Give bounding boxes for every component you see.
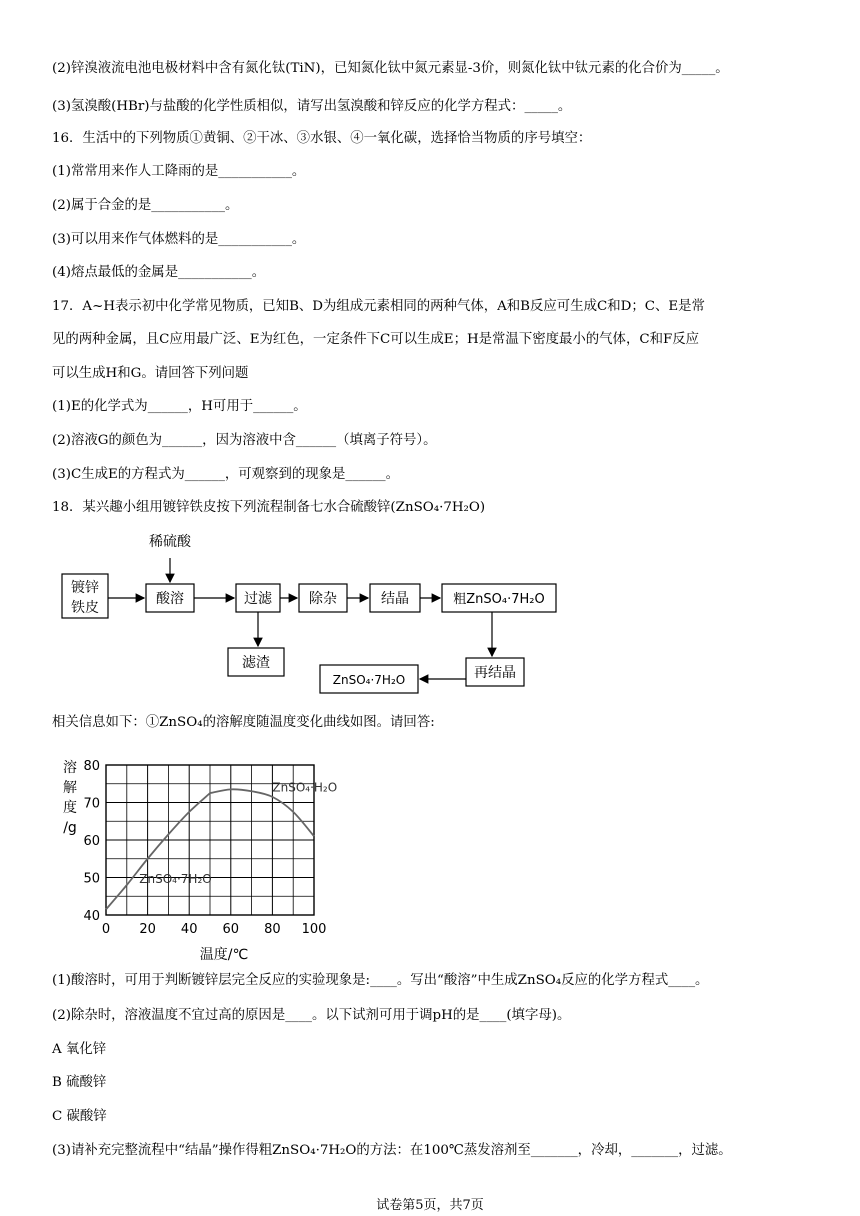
y-axis-label: 解 <box>63 780 77 796</box>
page-footer: 试卷第5页，共7页 <box>376 1198 484 1213</box>
q16-part1: (1)常常用来作人工降雨的是___________。 <box>52 164 306 179</box>
annotation-monohydrate: ZnSO₄·H₂O <box>272 780 338 795</box>
q17-stem-line2: 见的两种金属，且C应用最广泛、E为红色，一定条件下C可以生成E；H是常温下密度最小的气体，C和F反应 <box>52 332 700 347</box>
solubility-chart <box>52 752 372 964</box>
x-tick-label: 40 <box>180 922 198 937</box>
flow-purify-label: 除杂 <box>309 591 337 607</box>
q17-part2: (2)溶液G的颜色为______，因为溶液中含______（填离子符号）。 <box>52 433 437 448</box>
flow-acid-label: 酸溶 <box>156 591 184 607</box>
q18-part3: (3)请补充完整流程中“结晶”操作得粗ZnSO₄·7H₂O的方法：在100℃蒸发溶剂至_______，冷却，_______，过滤。 <box>52 1143 732 1158</box>
y-axis-label: /g <box>63 820 77 836</box>
flow-filter-label: 过滤 <box>244 591 272 607</box>
flow-start-label-1: 镀锌 <box>71 580 99 596</box>
q17-part1: (1)E的化学式为______，H可用于______。 <box>52 399 307 414</box>
process-flow-diagram <box>52 528 612 696</box>
y-tick-label: 50 <box>83 871 100 887</box>
annotation-heptahydrate: ZnSO₄·7H₂O <box>139 872 212 887</box>
q18-part1: (1)酸溶时，可用于判断镀锌层完全反应的实验现象是:____。写出“酸溶”中生成ZnSO₄反应的化学方程式____。 <box>52 973 709 988</box>
flow-start-label-2: 铁皮 <box>71 600 99 616</box>
q16-part4: (4)熔点最低的金属是___________。 <box>52 265 266 280</box>
y-tick-label: 40 <box>83 909 100 924</box>
q18-info: 相关信息如下：①ZnSO₄的溶解度随温度变化曲线如图。请回答: <box>52 715 435 730</box>
q18-stem: 18．某兴趣小组用镀锌铁皮按下列流程制备七水合硫酸锌(ZnSO₄·7H₂O) <box>52 500 486 515</box>
flow-residue-label: 滤渣 <box>242 655 270 671</box>
q15-part3: (3)氢溴酸(HBr)与盐酸的化学性质相似，请写出氢溴酸和锌反应的化学方程式：_____。 <box>52 99 572 114</box>
x-axis-label: 温度/℃ <box>199 947 249 963</box>
x-tick-label: 0 <box>101 922 111 937</box>
flow-recrystallize-label: 再结晶 <box>474 665 516 681</box>
flow-reagent-label: 稀硫酸 <box>149 534 191 550</box>
flow-crystallize-label: 结晶 <box>381 591 409 607</box>
x-tick-label: 100 <box>301 922 327 937</box>
q15-part2: (2)锌溴液流电池电极材料中含有氮化钛(TiN)，已知氮化钛中氮元素显-3价，则氮化钛中钛元素的化合价为_____。 <box>52 61 729 76</box>
y-axis-label: 度 <box>63 800 77 816</box>
y-tick-label: 70 <box>83 796 100 812</box>
x-tick-label: 20 <box>139 922 156 937</box>
q16-part2: (2)属于合金的是___________。 <box>52 198 239 213</box>
option-b: B 硫酸锌 <box>52 1075 107 1090</box>
y-tick-label: 80 <box>83 759 100 774</box>
q16-part3: (3)可以用来作气体燃料的是___________。 <box>52 232 306 247</box>
series-line <box>210 789 314 836</box>
y-tick-label: 60 <box>83 834 100 849</box>
q17-part3: (3)C生成E的方程式为______，可观察到的现象是______。 <box>52 467 399 482</box>
y-axis-label: 溶 <box>63 760 77 776</box>
option-a: A 氧化锌 <box>52 1042 107 1057</box>
q17-stem-line1: 17．A~H表示初中化学常见物质，已知B、D为组成元素相同的两种气体，A和B反应可生成C和D；C、E是常 <box>52 299 705 314</box>
flow-product-label: ZnSO₄·7H₂O <box>332 673 406 687</box>
x-tick-label: 80 <box>264 922 281 937</box>
flow-crude-label: 粗ZnSO₄·7H₂O <box>453 592 545 607</box>
q16-stem: 16．生活中的下列物质①黄铜、②干冰、③水银、④一氧化碳，选择恰当物质的序号填空： <box>52 131 592 146</box>
series-line <box>106 793 210 909</box>
option-c: C 碳酸锌 <box>52 1109 107 1124</box>
x-tick-label: 60 <box>222 922 240 937</box>
q18-part2: (2)除杂时，溶液温度不宜过高的原因是____。以下试剂可用于调pH的是____(填字母)。 <box>52 1008 571 1023</box>
q17-stem-line3: 可以生成H和G。请回答下列问题 <box>52 366 249 381</box>
